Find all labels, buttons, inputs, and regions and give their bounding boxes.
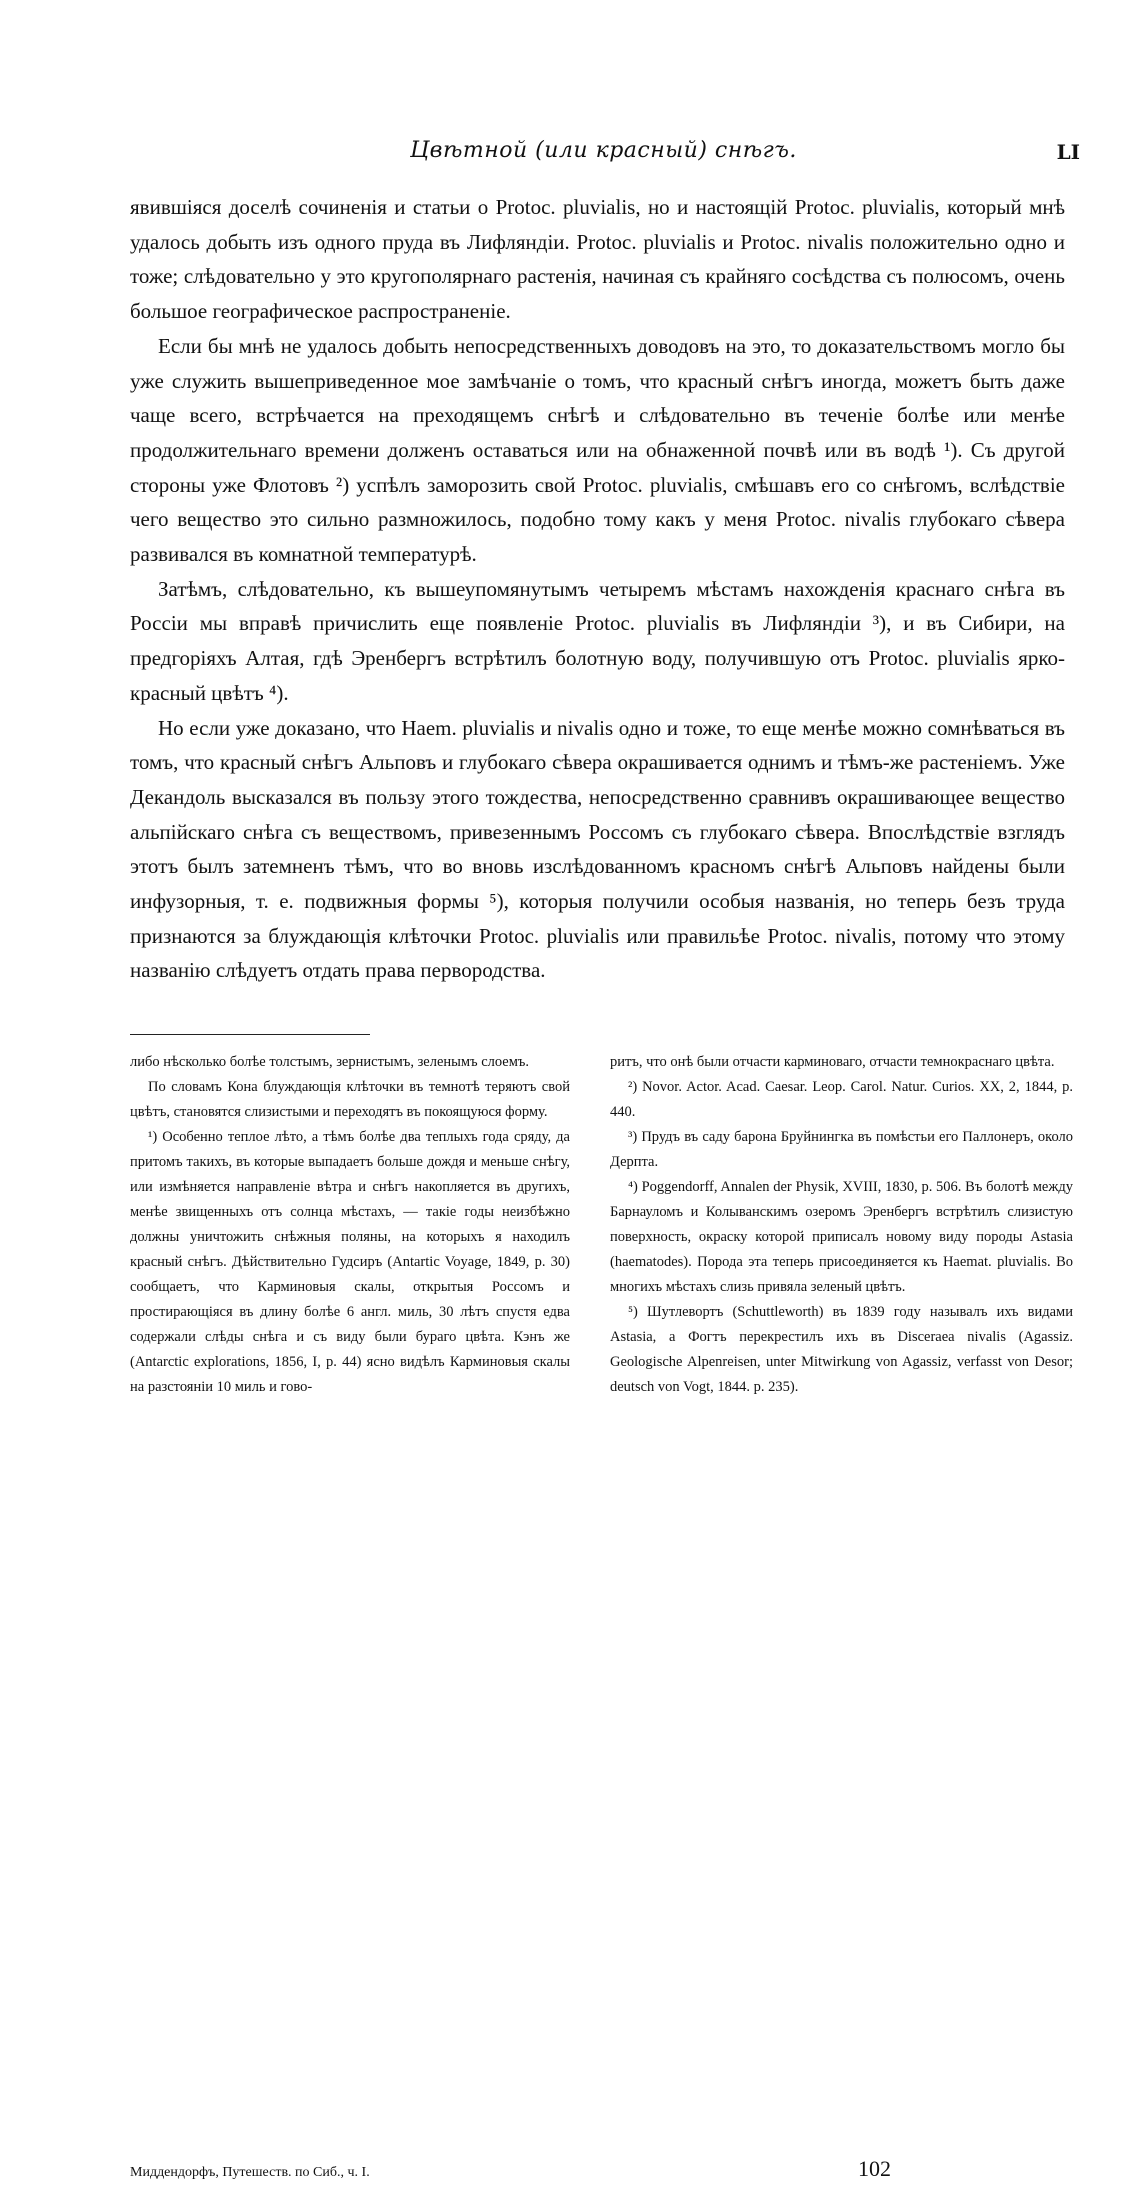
page-number-roman: LI: [1056, 140, 1080, 164]
footnote-divider: [130, 1034, 370, 1035]
running-title: Цвѣтной (или красный) снѣгъ.: [410, 138, 797, 163]
footnote: ⁵) Шутлевортъ (Schuttleworth) въ 1839 году называлъ ихъ видами Astasia, а Фогтъ перекрестилъ ихъ въ Disceraea nivalis (Agassiz. Geologische Alpenreisen, unter Mitwirkung von Agassiz, verfasst von Desor; deutsch von Vogt, 1844. p. 235).: [610, 1304, 1073, 1395]
paragraph: Но если уже доказано, что Haem. pluvialis и nivalis одно и тоже, то еще менѣе можно сомнѣваться въ томъ, что красный снѣгъ Альповъ и глубокаго сѣвера окрашивается однимъ и тѣмъ-же растеніемъ. Уже Декандоль высказался въ пользу этого тождества, непосредственно сравнивъ окрашивающее вещество альпійскаго снѣга съ веществомъ, привезеннымъ Россомъ съ глубокаго сѣвера. Впослѣдствіе взглядъ этотъ былъ затемненъ тѣмъ, что во вновь изслѣдованномъ красномъ снѣгѣ Альповъ найдены были инфузорныя, т. е. подвижныя формы ⁵), которыя получили особыя названія, но теперь безъ труда признаются за блуждающія клѣточки Protoc. pluvialis или правильѣе Protoc. nivalis, потому что этому названію слѣдуетъ отдать права первородства.: [130, 715, 1065, 983]
footnote: ритъ, что онѣ были отчасти карминоваго, отчасти темнокраснаго цвѣта.: [610, 1054, 1055, 1070]
footnote: По словамъ Кона блуждающія клѣточки въ темнотѣ теряютъ свой цвѣтъ, становятся слизистыми и переходятъ въ покоящуюся форму.: [130, 1079, 570, 1120]
footnotes-right-column: [610, 1050, 1073, 1400]
footnote: ¹) Особенно теплое лѣто, а тѣмъ болѣе два теплыхъ года сряду, да притомъ такихъ, въ которые выпадаетъ больше дождя и меньше снѣгу, или измѣняется направленіе вѣтра и снѣгъ накопляется въ другихъ, менѣе звищенныхъ отъ солнца мѣстахъ, — такіе годы неизбѣжно должны уничтожить снѣжныя поляны, на которыхъ я находилъ красный снѣгъ. Дѣйствительно Гудсиръ (Antartic Voyage, 1849, p. 30) сообщаетъ, что Карминовыя скалы, открытыя Россомъ и простирающіяся въ длину болѣе 6 англ. миль, 30 лѣтъ спустя едва содержали слѣды снѣга и съ виду были бураго цвѣта. Кэнъ же (Antarctic explorations, 1856, I, p. 44) ясно видѣлъ Карминовыя скалы на разстояніи 10 миль и гово-: [130, 1129, 570, 1395]
footnote: либо нѣсколько болѣе толстымъ, зернистымъ, зеленымъ слоемъ.: [130, 1054, 530, 1070]
page-number: 102: [858, 2156, 891, 2181]
footnote: ³) Прудъ въ саду барона Бруйнингка въ помѣстьи его Паллонеръ, около Дерпта.: [610, 1129, 1073, 1170]
footnotes-left-column: [130, 1050, 570, 1400]
signature-line: Миддендорфъ, Путешеств. по Сиб., ч. I.: [130, 2165, 370, 2180]
paragraph: Если бы мнѣ не удалось добыть непосредственныхъ доводовъ на это, то доказательствомъ могло бы уже служить вышеприведенное мое замѣчаніе о томъ, что красный снѣгъ иногда, можетъ быть даже чаще всего, встрѣчается на преходящемъ снѣгѣ и слѣдовательно въ теченіе болѣе или менѣе продолжительнаго времени долженъ оставаться или на обнаженной почвѣ или въ водѣ ¹). Съ другой стороны уже Флотовъ ²) успѣлъ заморозить свой Protoc. pluvialis, смѣшавъ его со снѣгомъ, вслѣдствіе чего вещество это сильно размножилось, подобно тому какъ у меня Protoc. nivalis глубокаго сѣвера развивался въ комнатной температурѣ.: [130, 333, 1065, 567]
paragraph: Затѣмъ, слѣдовательно, къ вышеупомянутымъ четыремъ мѣстамъ нахожденія краснаго снѣга въ Россіи мы вправѣ причислить еще появленіе Protoc. pluvialis въ Лифляндіи ³), и въ Сибири, на предгоріяхъ Алтая, гдѣ Эренбергъ встрѣтилъ болотную воду, получившую отъ Protoc. pluvialis ярко-красный цвѣтъ ⁴).: [130, 576, 1065, 705]
paragraph: явившіяся доселѣ сочиненія и статьи о Protoc. pluvialis, но и настоящій Protoc. pluvialis, который мнѣ удалось добыть изъ одного пруда въ Лифляндіи. Protoc. pluvialis и Protoc. nivalis положительно одно и тоже; слѣдовательно у это кругополярнаго растенія, начиная съ крайняго сосѣдства съ полюсомъ, очень большое географическое распространеніе.: [130, 195, 1065, 324]
footnote: ²) Novor. Actor. Acad. Caesar. Leop. Carol. Natur. Curios. XX, 2, 1844, p. 440.: [610, 1079, 1073, 1120]
footnote: ⁴) Poggendorff, Annalen der Physik, XVIII, 1830, p. 506. Въ болотѣ между Барнауломъ и Колыванскимъ озеромъ Эренбергъ встрѣтилъ слизистую поверхность, окраску которой приписалъ новому виду породы Astasia (haematodes). Порода эта теперь присоединяется къ Haemat. pluvialis. Во многихъ мѣстахъ слизь привяла зеленый цвѣтъ.: [610, 1179, 1073, 1295]
main-text: [130, 190, 1065, 988]
page-header: [130, 138, 1080, 178]
